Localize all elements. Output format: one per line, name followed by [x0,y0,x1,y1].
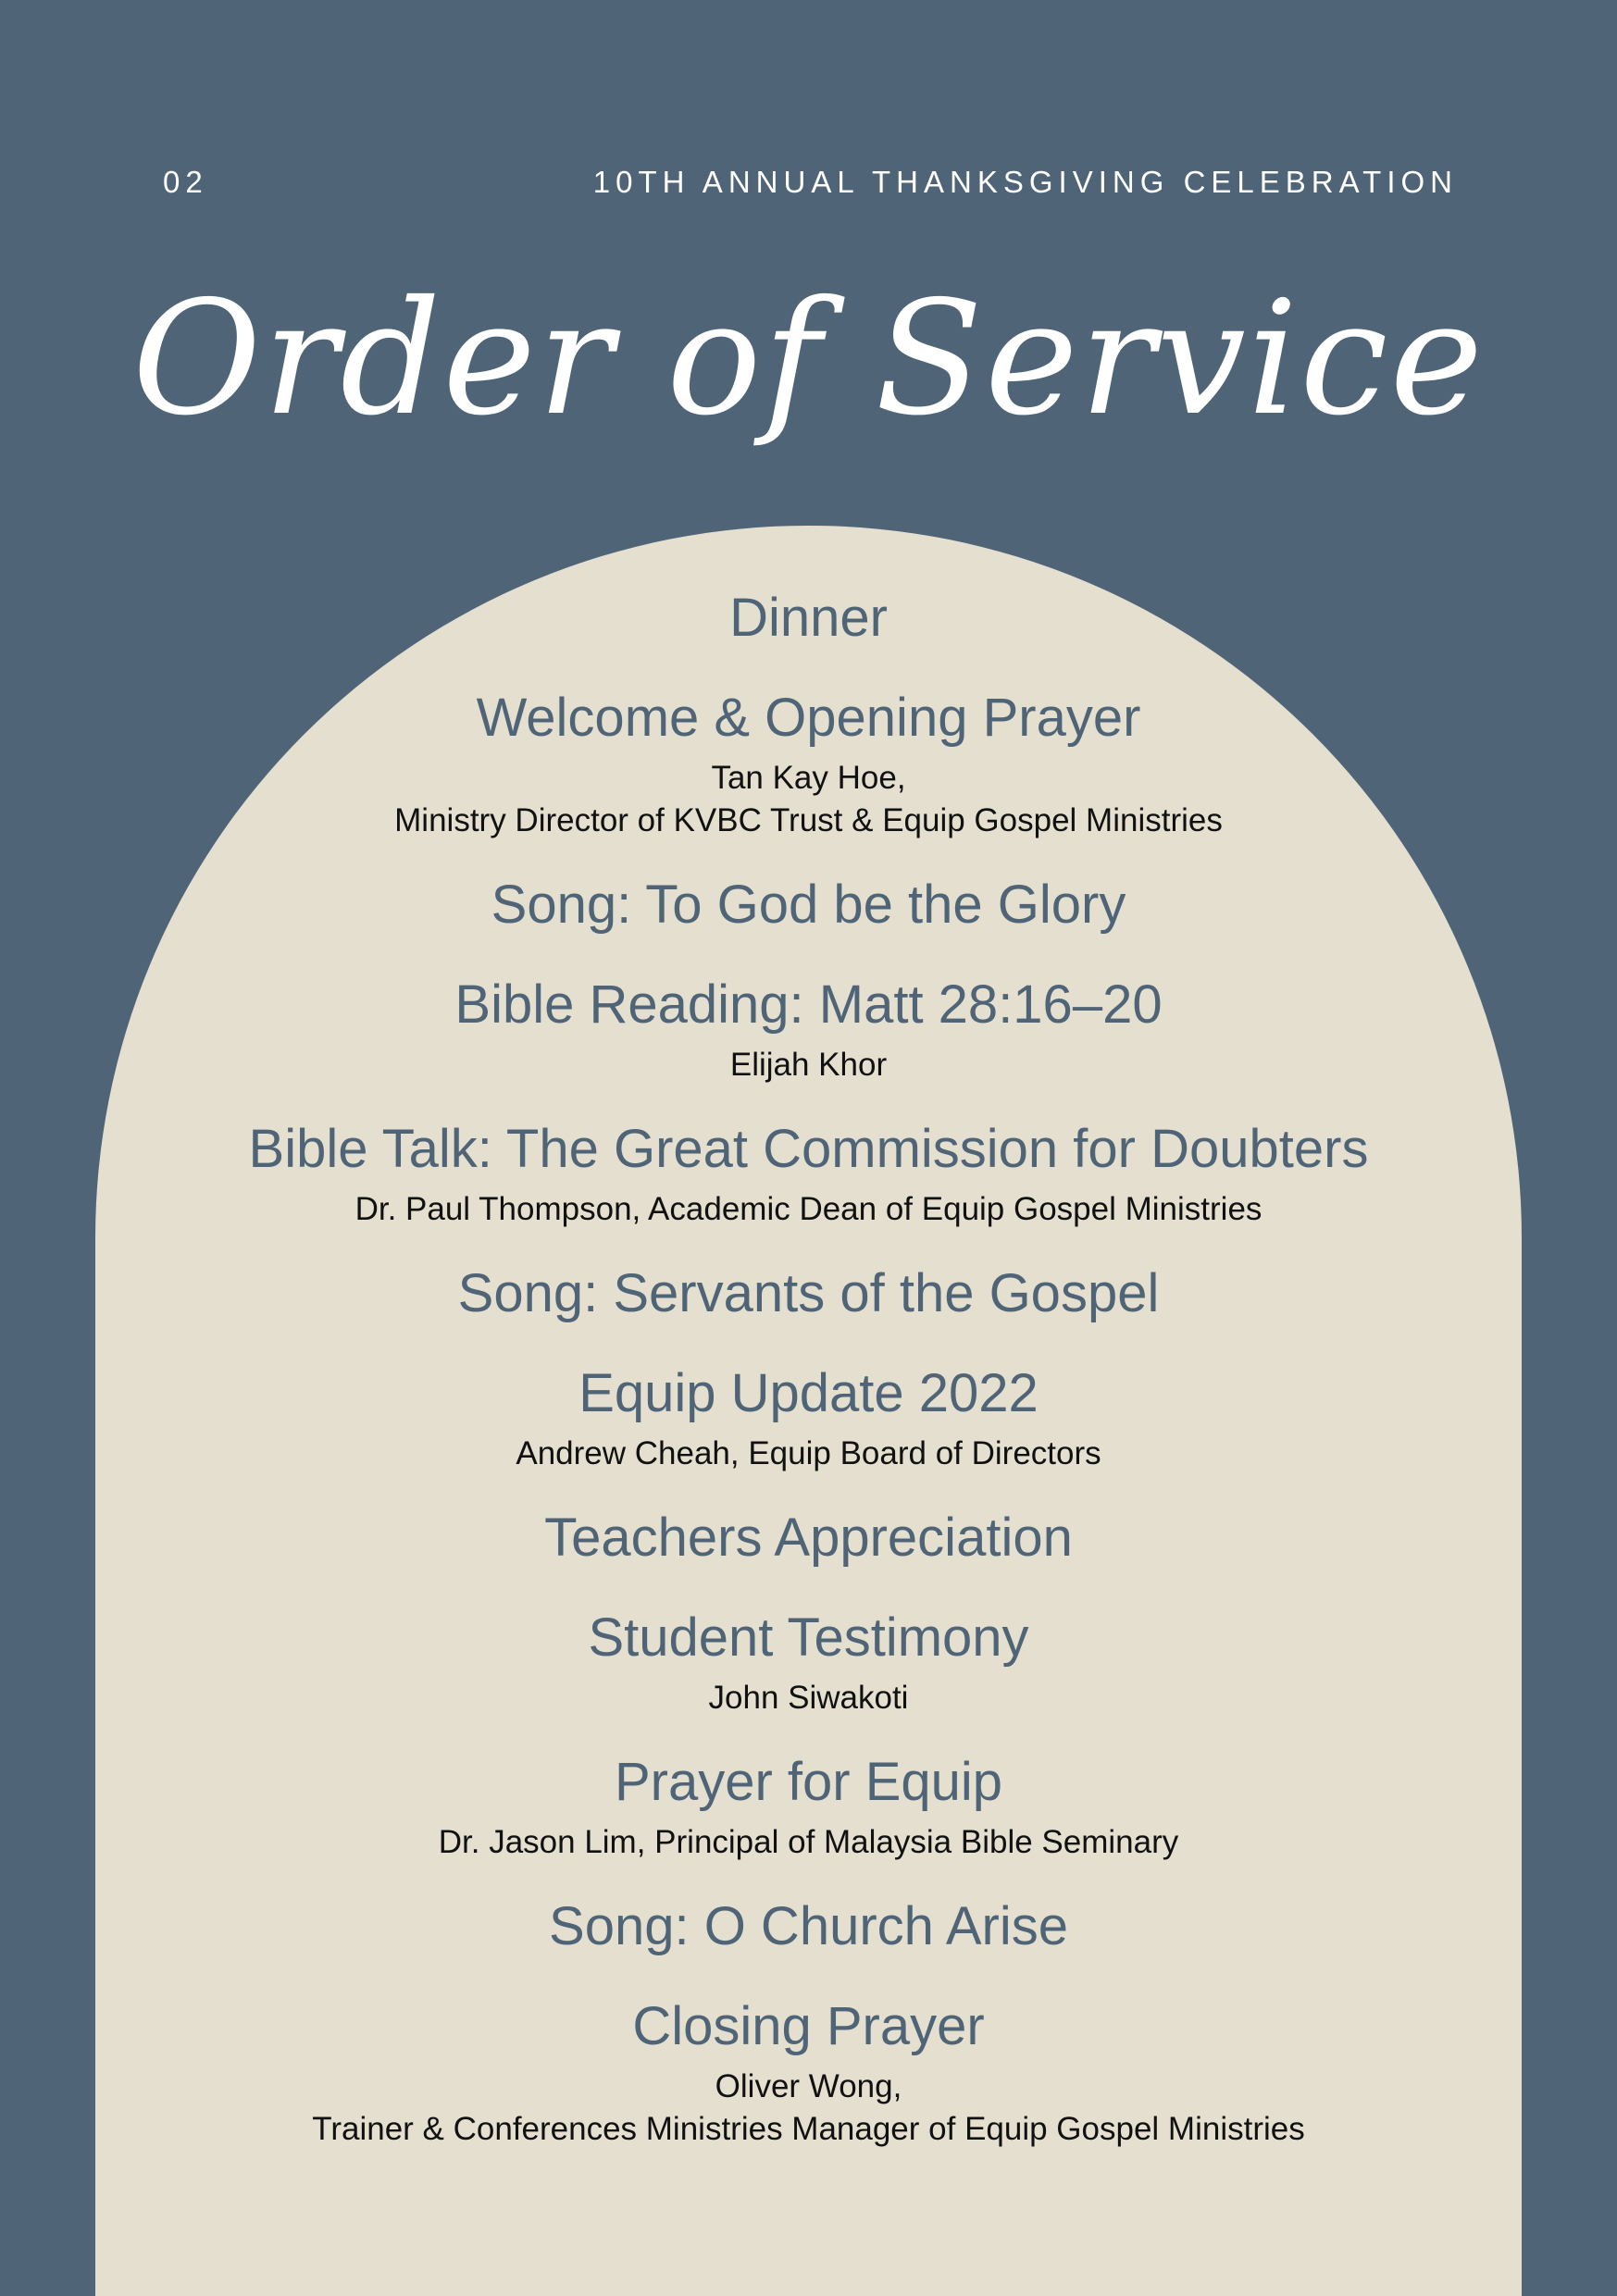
service-item [95,685,1522,842]
service-item-title: Student Testimony [588,1607,1029,1668]
event-title: 10TH ANNUAL THANKSGIVING CELEBRATION [592,165,1458,199]
service-item-detail: Ministry Director of KVBC Trust & Equip Gospel Ministries [394,802,1223,838]
service-item-detail: John Siwakoti [708,1680,909,1716]
service-item-title: Prayer for Equip [614,1752,1003,1812]
service-item-detail: Dr. Jason Lim, Principal of Malaysia Bible Seminary [438,1824,1179,1860]
service-item-title: Song: To God be the Glory [491,875,1126,935]
service-item [95,1116,1522,1231]
service-item-title: Teachers Appreciation [544,1508,1073,1568]
service-item-title: Song: Servants of the Gospel [457,1263,1160,1323]
service-item [95,1749,1522,1864]
service-item [95,1505,1522,1571]
service-list [95,585,1522,2151]
service-item-title: Equip Update 2022 [578,1363,1039,1423]
service-item [95,585,1522,652]
service-item-detail: Oliver Wong, [715,2068,902,2104]
service-item-detail: Tan Kay Hoe, [711,760,906,796]
page-title: Order of Service [131,267,1486,451]
service-item-title: Welcome & Opening Prayer [476,688,1141,748]
service-item-title: Song: O Church Arise [549,1896,1068,1956]
service-item-detail: Trainer & Conferences Ministries Manager of Equip Gospel Ministries [312,2111,1305,2147]
service-item [95,972,1522,1086]
service-item [95,1893,1522,1960]
service-item [95,1605,1522,1719]
service-item-title: Bible Talk: The Great Commission for Doubters [248,1119,1369,1179]
service-item-title: Bible Reading: Matt 28:16–20 [454,974,1163,1035]
service-item-detail: Andrew Cheah, Equip Board of Directors [516,1435,1101,1471]
service-item-detail: Dr. Paul Thompson, Academic Dean of Equip Gospel Ministries [354,1191,1263,1227]
service-item [95,1993,1522,2151]
page-number: 02 [163,165,208,199]
service-item [95,1260,1522,1327]
service-item-detail: Elijah Khor [729,1047,888,1083]
service-item-title: Closing Prayer [632,1996,985,2056]
service-item-title: Dinner [729,588,888,648]
service-item [95,872,1522,938]
service-item [95,1360,1522,1475]
